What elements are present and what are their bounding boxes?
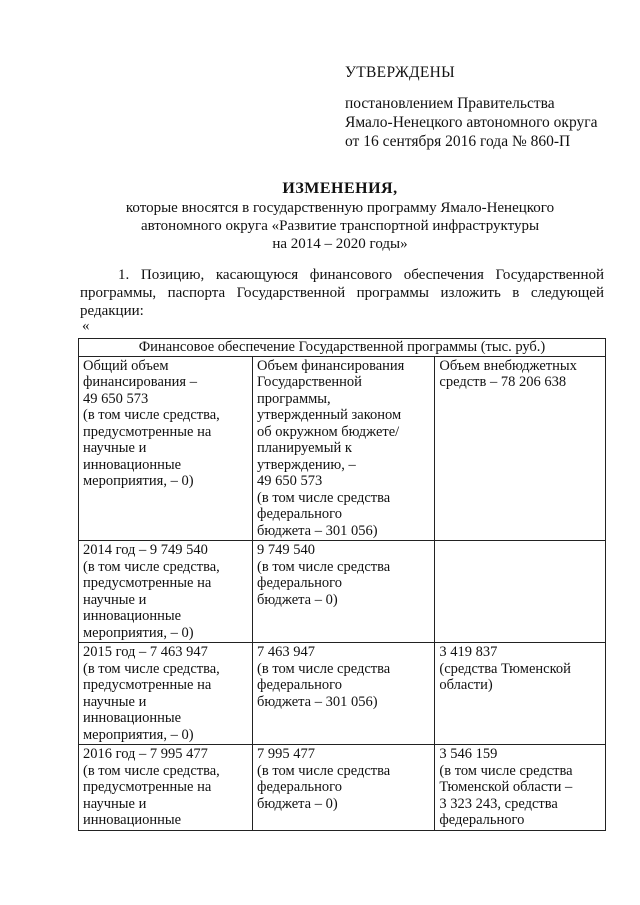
cell-text-line: 9 749 540 bbox=[257, 542, 316, 558]
cell-text-line: федерального bbox=[257, 779, 343, 795]
cell-text-line: (в том числе средства bbox=[257, 660, 391, 677]
cell-text-line: 2016 год – 7 995 477 bbox=[83, 746, 208, 762]
cell-text-line: инновационные bbox=[83, 710, 182, 726]
cell-text-line: 49 650 573 bbox=[257, 473, 323, 489]
cell-text-line: 7 995 477 bbox=[257, 746, 316, 762]
title-main: ИЗМЕНЕНИЯ, bbox=[282, 180, 398, 197]
cell-text-line: бюджета – 301 056) bbox=[257, 522, 378, 539]
table-cell bbox=[79, 745, 253, 831]
cell-text-line: научные и bbox=[83, 591, 147, 608]
paragraph-line: программы, паспорта Государственной программы изложить в следующей bbox=[80, 285, 604, 301]
table-cell bbox=[435, 745, 606, 831]
document-title bbox=[80, 180, 600, 253]
table-row bbox=[79, 356, 606, 541]
cell-text-line: утвержденный законом bbox=[257, 407, 402, 423]
cell-text-line: Объем внебюджетных bbox=[439, 357, 577, 374]
cell-text-line: Объем финансирования bbox=[257, 357, 405, 374]
amendment-paragraph bbox=[80, 266, 604, 320]
cell-text-line: финансирования – bbox=[83, 374, 197, 390]
cell-text-line: федерального bbox=[257, 677, 343, 693]
cell-text-line: об окружном бюджете/ bbox=[257, 423, 400, 440]
cell-text-line: бюджета – 0) bbox=[257, 591, 338, 608]
table-cell bbox=[79, 356, 253, 541]
cell-text-line: (в том числе средства bbox=[257, 489, 391, 506]
cell-text-line: (в том числе средства, bbox=[83, 558, 220, 575]
cell-text-line: (в том числе средства bbox=[257, 558, 391, 575]
cell-text-line: федерального bbox=[257, 575, 343, 591]
cell-text-line: 3 546 159 bbox=[439, 746, 498, 762]
cell-text-line: (средства Тюменской bbox=[439, 660, 571, 677]
cell-text-line: 3 323 243, средства bbox=[439, 795, 558, 812]
table-cell bbox=[253, 745, 435, 831]
cell-text-line: области) bbox=[439, 677, 493, 693]
table-cell bbox=[253, 541, 435, 643]
cell-text-line: предусмотренные на bbox=[83, 677, 212, 693]
cell-text-line: Государственной bbox=[257, 374, 362, 390]
table-header-row bbox=[79, 339, 606, 357]
table-cell bbox=[79, 643, 253, 745]
cell-text-line: бюджета – 0) bbox=[257, 795, 338, 812]
cell-text-line: 2014 год – 9 749 540 bbox=[83, 542, 208, 558]
cell-text-line: предусмотренные на bbox=[83, 779, 212, 795]
table-cell bbox=[435, 541, 606, 643]
cell-text-line: Общий объем bbox=[83, 357, 169, 374]
cell-text-line: средств – 78 206 638 bbox=[439, 374, 567, 390]
approval-line: Ямало-Ненецкого автономного округа bbox=[345, 114, 598, 131]
title-line: которые вносятся в государственную программу Ямало-Ненецкого bbox=[125, 200, 555, 216]
paragraph-line: 1. Позицию, касающуюся финансового обеспечения Государственной bbox=[118, 267, 604, 283]
cell-text-line: предусмотренные на bbox=[83, 423, 212, 440]
cell-text-line: научные и bbox=[83, 440, 147, 456]
cell-text-line: планируемый к bbox=[257, 440, 352, 456]
cell-text-line: Тюменской области – bbox=[439, 779, 573, 795]
cell-text-line: (в том числе средства, bbox=[83, 660, 220, 677]
approval-line: постановлением Правительства bbox=[345, 95, 555, 112]
approval-line: от 16 сентября 2016 года № 860-П bbox=[345, 133, 571, 150]
cell-text-line: федерального bbox=[439, 812, 525, 828]
cell-text-line: научные и bbox=[83, 795, 147, 812]
title-line: автономного округа «Развитие транспортной инфраструктуры bbox=[140, 218, 540, 234]
cell-text-line: мероприятия, – 0) bbox=[83, 624, 194, 641]
table-cell bbox=[253, 643, 435, 745]
cell-text-line: (в том числе средства, bbox=[83, 407, 220, 423]
paragraph-line: редакции: bbox=[80, 303, 144, 319]
table-cell bbox=[435, 643, 606, 745]
approval-stamp bbox=[345, 63, 597, 151]
table-cell bbox=[253, 356, 435, 541]
table-row bbox=[79, 643, 606, 745]
cell-text-line: федерального bbox=[257, 506, 343, 522]
cell-text-line: инновационные bbox=[83, 456, 182, 473]
cell-text-line: научные и bbox=[83, 693, 147, 710]
table-header: Финансовое обеспечение Государственной программы (тыс. руб.) bbox=[79, 339, 606, 357]
cell-text-line: (в том числе средства, bbox=[83, 762, 220, 779]
title-line: на 2014 – 2020 годы» bbox=[272, 236, 408, 252]
cell-text-line: 7 463 947 bbox=[257, 644, 316, 660]
cell-text-line: мероприятия, – 0) bbox=[83, 473, 194, 489]
approval-heading: УТВЕРЖДЕНЫ bbox=[345, 64, 455, 81]
cell-text-line: бюджета – 301 056) bbox=[257, 693, 378, 710]
cell-text-line: мероприятия, – 0) bbox=[83, 726, 194, 743]
financing-table bbox=[78, 338, 606, 831]
opening-quote: « bbox=[82, 318, 90, 334]
cell-text-line: (в том числе средства bbox=[439, 762, 573, 779]
table-row bbox=[79, 541, 606, 643]
cell-text-line: программы, bbox=[257, 390, 331, 407]
cell-text-line: 3 419 837 bbox=[439, 644, 498, 660]
cell-text-line: 2015 год – 7 463 947 bbox=[83, 644, 208, 660]
table-row bbox=[79, 745, 606, 831]
cell-text-line: инновационные bbox=[83, 812, 182, 828]
cell-text-line: утверждению, – bbox=[257, 456, 356, 473]
cell-text-line: предусмотренные на bbox=[83, 575, 212, 591]
cell-text-line: 49 650 573 bbox=[83, 390, 149, 407]
table-body bbox=[79, 356, 606, 830]
cell-text-line: инновационные bbox=[83, 608, 182, 624]
cell-text-line: (в том числе средства bbox=[257, 762, 391, 779]
table-cell bbox=[435, 356, 606, 541]
table-cell bbox=[79, 541, 253, 643]
